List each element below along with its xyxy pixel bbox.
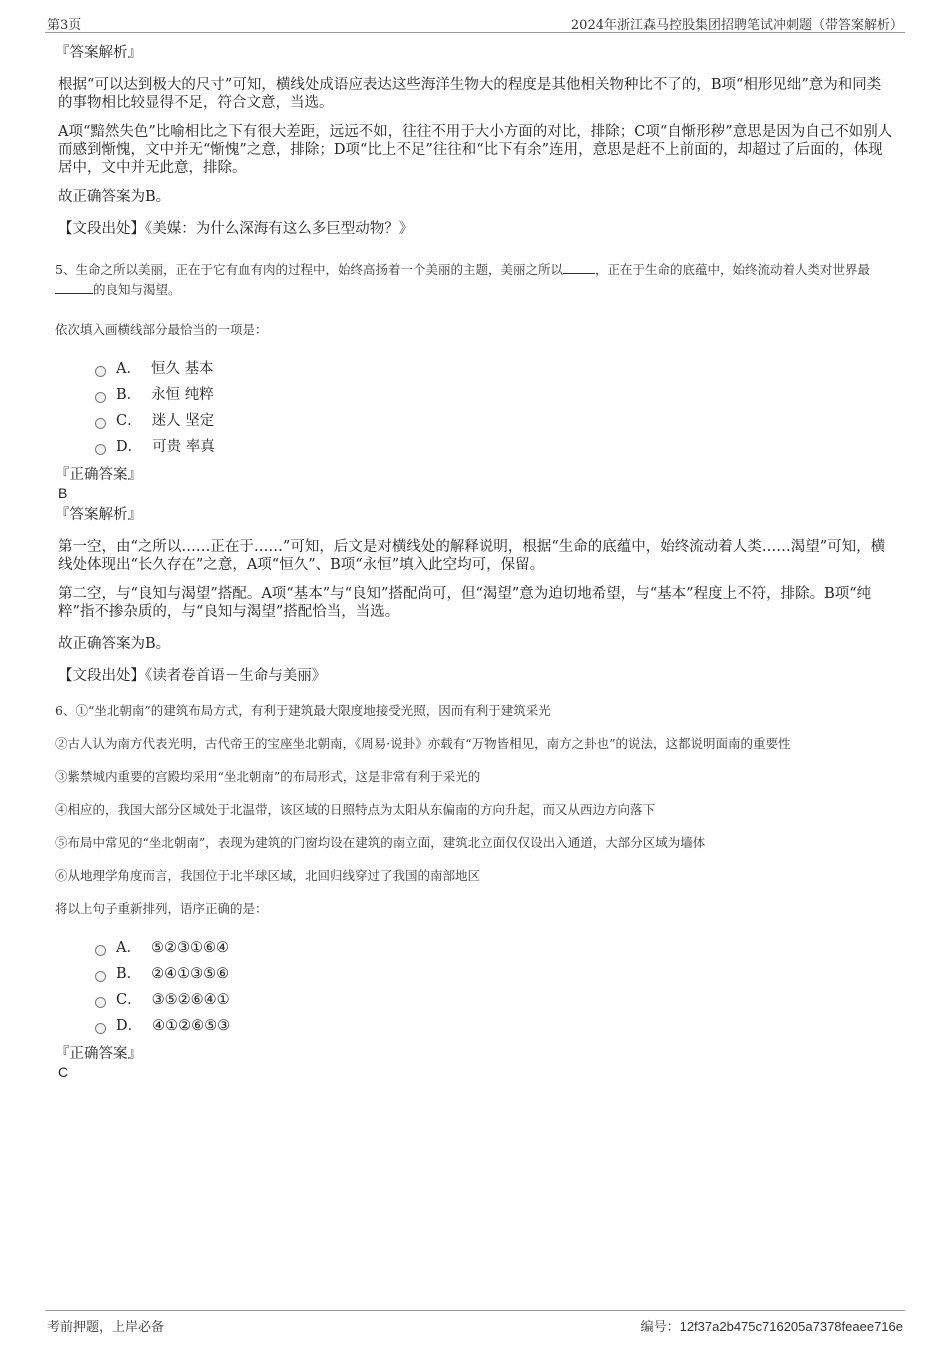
source-citation: 【文段出处】《美媒：为什么深海有这么多巨型动物？》: [58, 221, 414, 237]
conclusion-paragraph: 故正确答案为B。: [58, 189, 171, 205]
option-text: ②④①③⑤⑥: [151, 966, 230, 982]
option-text: ⑤②③①⑥④: [150, 940, 229, 956]
blank-line: [563, 273, 595, 274]
document-code: [641, 1316, 903, 1335]
radio-icon[interactable]: [95, 997, 106, 1008]
option-text: 永恒 纯粹: [151, 387, 214, 403]
radio-icon[interactable]: [95, 945, 106, 956]
radio-icon[interactable]: [95, 1023, 106, 1034]
correct-answer: C: [58, 1064, 69, 1080]
sentence-3: ③紫禁城内重要的宫殿均采用“坐北朝南”的布局形式，这是非常有利于采光的: [55, 769, 481, 784]
stem-part: 5、生命之所以美丽，正在于它有血有肉的过程中，始终高扬着一个美丽的主题，美丽之所以: [55, 262, 563, 277]
question-instruction: 将以上句子重新排列，语序正确的是：: [55, 901, 268, 916]
option-b[interactable]: [95, 961, 895, 987]
analysis-paragraph: A项“黯然失色”比喻相比之下有很大差距，远远不如，往往不用于大小方面的对比，排除；C项“自惭形秽”意思是因为自己不如别人而感到惭愧，文中并无“惭愧”之意，排除；D项“比上不足”往往和“比下有余”连用，意思是赶不上前面的，却超过了后面的，体现居中，文中并无此意，排除。: [58, 124, 893, 176]
option-letter: C．: [116, 992, 142, 1008]
option-text: 迷人 坚定: [151, 413, 215, 429]
option-letter: D．: [116, 1018, 143, 1034]
footer-slogan: 考前押题，上岸必备: [47, 1320, 165, 1335]
analysis-paragraph: 第二空，与“良知与渴望”搭配。A项“基本”与“良知”搭配尚可，但“渴望”意为迫切地希望，与“基本”程度上不符，排除。B项“纯粹”指不掺杂质的，与“良知与渴望”搭配恰当，当选。: [58, 586, 872, 620]
question-5: [55, 260, 895, 685]
blank-line: [55, 293, 93, 294]
option-text: ③⑤②⑥④①: [151, 992, 230, 1008]
stem-part: ，正在于生命的底蕴中，始终流动着人类对世界最: [594, 262, 870, 277]
option-text: 可贵 率真: [152, 439, 215, 455]
option-list: [95, 935, 895, 1039]
option-letter: A．: [116, 940, 141, 956]
page-footer: [45, 1310, 905, 1333]
option-text: ④①②⑥⑤③: [152, 1018, 231, 1034]
analysis-paragraph: 第一空，由“之所以……正在于……”可知，后文是对横线处的解释说明，根据“生命的底蕴中，始终流动着人类……渴望”可知，横线处体现出“长久存在”之意，A项“恒久”、B项“永恒”填入此空均可，保留。: [58, 539, 886, 573]
page-number: 第3页: [47, 18, 82, 33]
option-d[interactable]: [95, 1013, 895, 1039]
option-letter: B．: [116, 966, 142, 982]
prev-analysis-section: [55, 44, 895, 238]
question-stem: [55, 260, 895, 300]
sentence-2: ②古人认为南方代表光明，古代帝王的宝座坐北朝南，《周易·说卦》亦载有“万物皆相见，南方之卦也”的说法，这都说明面南的重要性: [55, 736, 791, 751]
option-letter: A．: [116, 361, 141, 377]
radio-icon[interactable]: [95, 971, 106, 982]
analysis-label: 『答案解析』: [55, 507, 142, 523]
analysis-paragraph: 根据“可以达到极大的尺寸”可知，横线处成语应表达这些海洋生物大的程度是其他相关物种比不了的，B项“相形见绌”意为和同类的事物相比较显得不足，符合文意，当选。: [58, 77, 882, 111]
option-d[interactable]: [95, 434, 895, 460]
option-letter: B．: [116, 387, 142, 403]
sentence-1: 6、①“坐北朝南”的建筑布局方式，有利于建筑最大限度地接受光照，因而有利于建筑采光: [55, 703, 551, 718]
sentence-4: ④相应的，我国大部分区域处于北温带，该区域的日照特点为太阳从东偏南的方向升起，而又从西边方向落下: [55, 802, 656, 817]
document-title: 2024年浙江森马控股集团招聘笔试冲刺题（带答案解析）: [570, 18, 903, 33]
correct-answer: B: [58, 485, 68, 501]
stem-part: 的良知与渴望。: [93, 282, 181, 297]
option-a[interactable]: [95, 935, 895, 961]
option-text: 恒久 基本: [150, 361, 214, 377]
option-list: [95, 356, 895, 460]
sentence-5: ⑤布局中常见的“坐北朝南”，表现为建筑的门窗均设在建筑的南立面，建筑北立面仅仅设出入通道，大部分区域为墙体: [55, 835, 706, 850]
sentence-6: ⑥从地理学角度而言，我国位于北半球区域，北回归线穿过了我国的南部地区: [55, 868, 481, 883]
option-a[interactable]: [95, 356, 895, 382]
source-citation: 【文段出处】《读者卷首语－生命与美丽》: [58, 668, 327, 684]
option-c[interactable]: [95, 408, 895, 434]
radio-icon[interactable]: [95, 366, 106, 377]
radio-icon[interactable]: [95, 418, 106, 429]
option-b[interactable]: [95, 382, 895, 408]
answer-label: 『正确答案』: [55, 467, 142, 483]
code-label: 编号：: [640, 1320, 680, 1335]
option-letter: C．: [116, 413, 142, 429]
page-content: [55, 44, 895, 1085]
analysis-label: 『答案解析』: [55, 45, 142, 61]
code-value: 12f37a2b475c716205a7378feaee716e: [679, 1319, 903, 1334]
option-letter: D．: [116, 439, 143, 455]
answer-label: 『正确答案』: [55, 1046, 142, 1062]
conclusion-paragraph: 故正确答案为B。: [58, 636, 171, 652]
page-header: [45, 12, 905, 33]
radio-icon[interactable]: [95, 444, 106, 455]
question-6: [55, 701, 895, 1081]
question-instruction: 依次填入画横线部分最恰当的一项是：: [55, 322, 268, 337]
radio-icon[interactable]: [95, 392, 106, 403]
option-c[interactable]: [95, 987, 895, 1013]
